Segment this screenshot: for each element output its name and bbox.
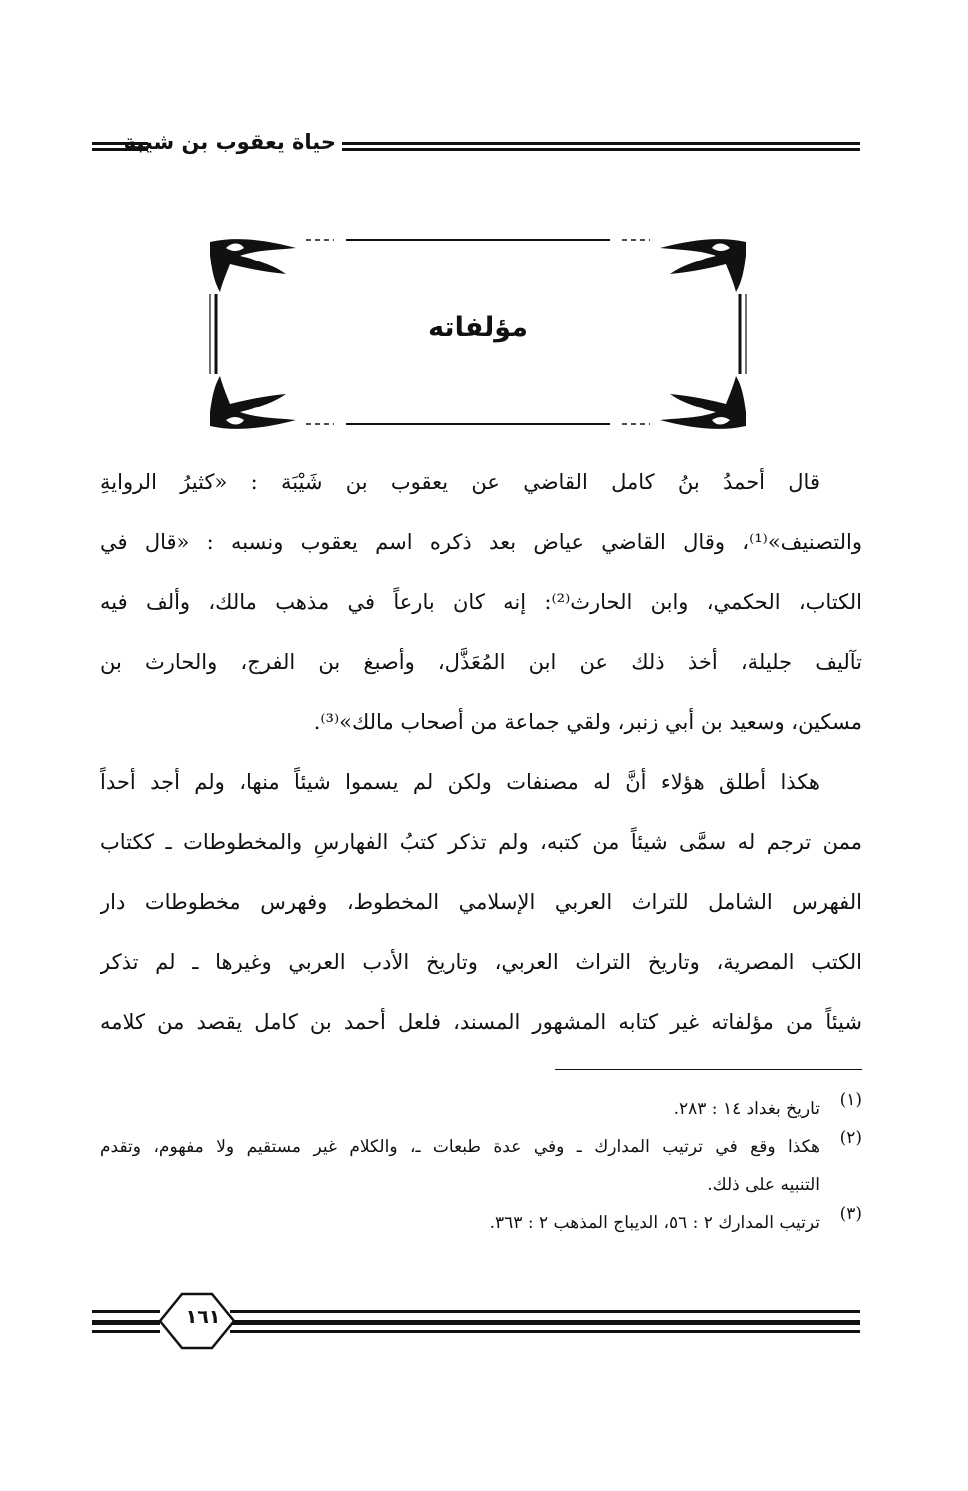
header-rule-left xyxy=(92,142,148,151)
footnote-line: هكذا وقع في ترتيب المدارك ـ وفي عدة طبعات ـ، والكلام غير مستقيم ولا مفهوم، وتقدم xyxy=(100,1137,820,1157)
body-line: هكذا أطلق هؤلاء أنَّ له مصنفات ولكن لم يسموا شيئاً منها، ولم أجد أحداً xyxy=(100,770,820,794)
body-line: شيئاً من مؤلفاته غير كتابه المشهور المسند، فلعل أحمد بن كامل يقصد من كلامه xyxy=(100,1010,862,1034)
body-line: الكتاب، الحكمي، وابن الحارث⁽²⁾: إنه كان بارعاً في مذهب مالك، وألف فيه xyxy=(100,590,862,614)
chapter-title: مؤلفاته xyxy=(428,312,528,343)
body-line: الفهرس الشامل للتراث العربي الإسلامي المخطوط، وفهرس مخطوطات دار xyxy=(100,890,862,914)
header-rule-right xyxy=(342,142,860,151)
footnote-number: (١) xyxy=(839,1090,862,1110)
page-footer xyxy=(92,1290,860,1350)
body-line: قال أحمدُ بنُ كامل القاضي عن يعقوب بن شَيْبَة : «كثيرُ الروايةِ xyxy=(100,470,820,494)
body-line: ممن ترجم له سمَّى شيئاً من كتبه، ولم تذكر كتبُ الفهارسِ والمخطوطات ـ ككتاب xyxy=(100,830,862,854)
footnote-number: (٣) xyxy=(839,1204,862,1224)
page-header xyxy=(92,128,860,164)
body-text xyxy=(100,452,862,1052)
footnote-line: التنبيه على ذلك. xyxy=(707,1175,820,1195)
body-line: والتصنيف»⁽¹⁾، وقال القاضي عياض بعد ذكره اسم يعقوب ونسبه : «قال في xyxy=(100,530,862,554)
chapter-title-frame xyxy=(206,234,750,434)
body-line: مسكين، وسعيد بن أبي زنبر، ولقي جماعة من أصحاب مالك»⁽³⁾. xyxy=(313,710,862,734)
footnote-2 xyxy=(100,1128,862,1204)
footnote-3 xyxy=(100,1204,862,1242)
body-line: تآليف جليلة، أخذ ذلك عن ابن المُعَذَّل، وأصبغ بن الفرج، والحارث بن xyxy=(100,650,862,674)
body-line: الكتب المصرية، وتاريخ التراث العربي، وتاريخ الأدب العربي وغيرها ـ لم تذكر xyxy=(100,950,862,974)
footnote-number: (٢) xyxy=(839,1128,862,1148)
footnote-line: تاريخ بغداد ١٤ : ٢٨٣. xyxy=(673,1099,820,1119)
footnotes xyxy=(100,1090,862,1242)
footnote-1 xyxy=(100,1090,862,1128)
footnote-line: ترتيب المدارك ٢ : ٥٦، الديباج المذهب ٢ : ٣٦٣. xyxy=(489,1213,820,1233)
footnote-separator xyxy=(555,1069,862,1070)
page-number: ١٦١ xyxy=(185,1306,221,1328)
running-title: حياة يعقوب بن شيبة xyxy=(123,130,336,154)
